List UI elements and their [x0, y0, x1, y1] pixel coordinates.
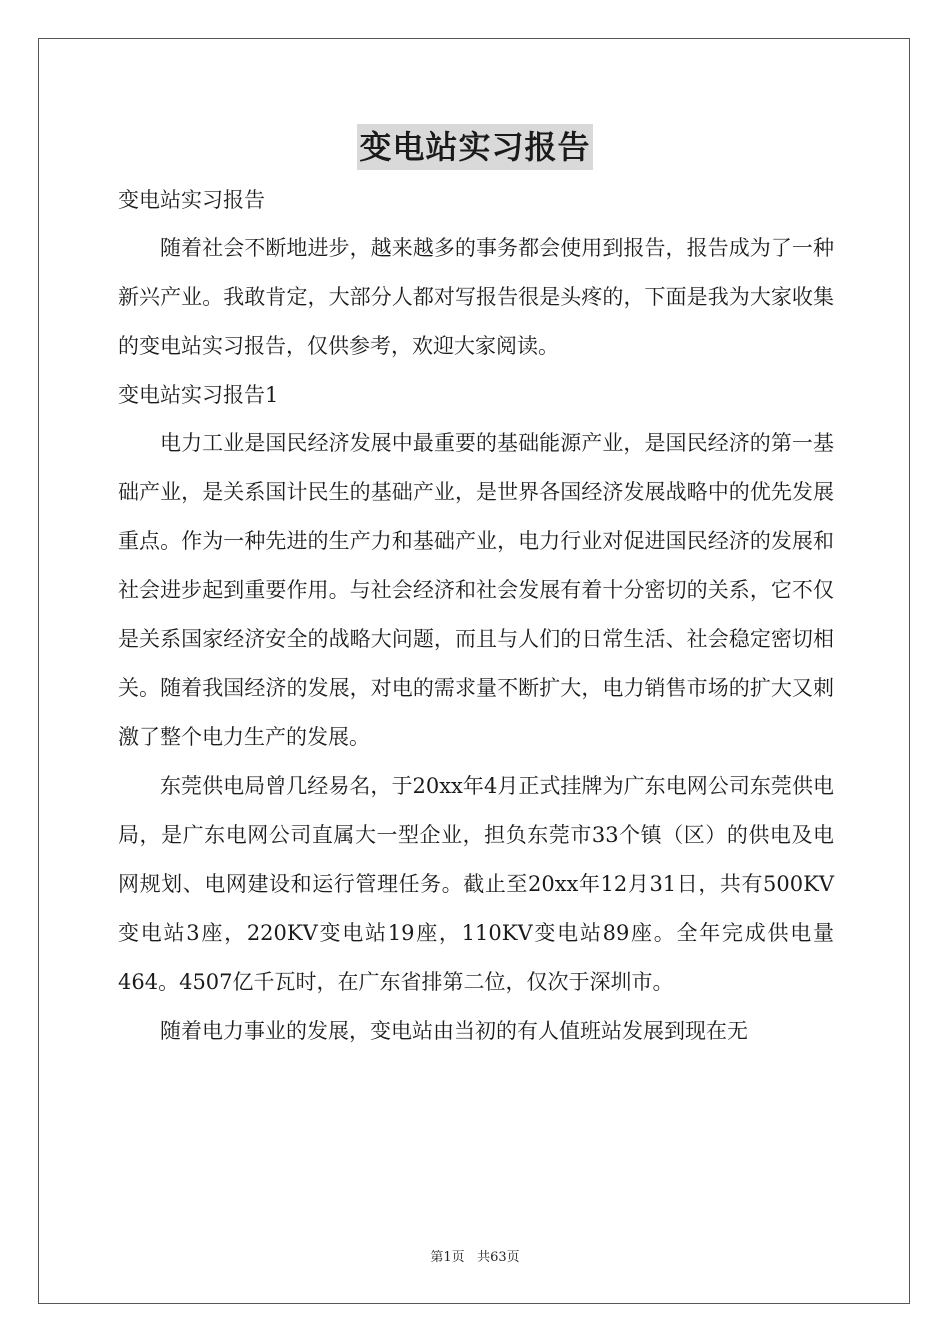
- paragraph: 电力工业是国民经济发展中最重要的基础能源产业，是国民经济的第一基础产业，是关系国计民生的基础产业，是世界各国经济发展战略中的优先发展重点。作为一种先进的生产力和基础产业，电力行业对促进国民经济的发展和社会进步起到重要作用。与社会经济和社会发展有着十分密切的关系，它不仅是关系国家经济安全的战略大问题，而且与人们的日常生活、社会稳定密切相关。随着我国经济的发展，对电的需求量不断扩大，电力销售市场的扩大又刺激了整个电力生产的发展。: [118, 431, 834, 749]
- title-container: [0, 124, 950, 170]
- page-footer: [0, 1246, 950, 1265]
- paragraph: 随着社会不断地进步，越来越多的事务都会使用到报告，报告成为了一种新兴产业。我敢肯定，大部分人都对写报告很是头疼的，下面是我为大家收集的变电站实习报告，仅供参考，欢迎大家阅读。: [118, 236, 834, 358]
- page-number: 第1页: [430, 1250, 465, 1265]
- section-heading: 变电站实习报告: [118, 188, 265, 212]
- paragraph: 随着电力事业的发展，变电站由当初的有人值班站发展到现在无: [160, 1019, 748, 1043]
- paragraph: 东莞供电局曾几经易名，于20xx年4月正式挂牌为广东电网公司东莞供电局，是广东电网公司直属大一型企业，担负东莞市33个镇（区）的供电及电网规划、电网建设和运行管理任务。截止至20xx年12月31日，共有500KV变电站3座，220KV变电站19座，110KV变电站89座。全年完成供电量464。4507亿千瓦时，在广东省排第二位，仅次于深圳市。: [118, 774, 834, 994]
- page-total: 共63页: [477, 1250, 520, 1265]
- document-title: 变电站实习报告: [357, 124, 592, 170]
- document-body: [118, 176, 834, 1056]
- section-heading: 变电站实习报告1: [118, 383, 279, 407]
